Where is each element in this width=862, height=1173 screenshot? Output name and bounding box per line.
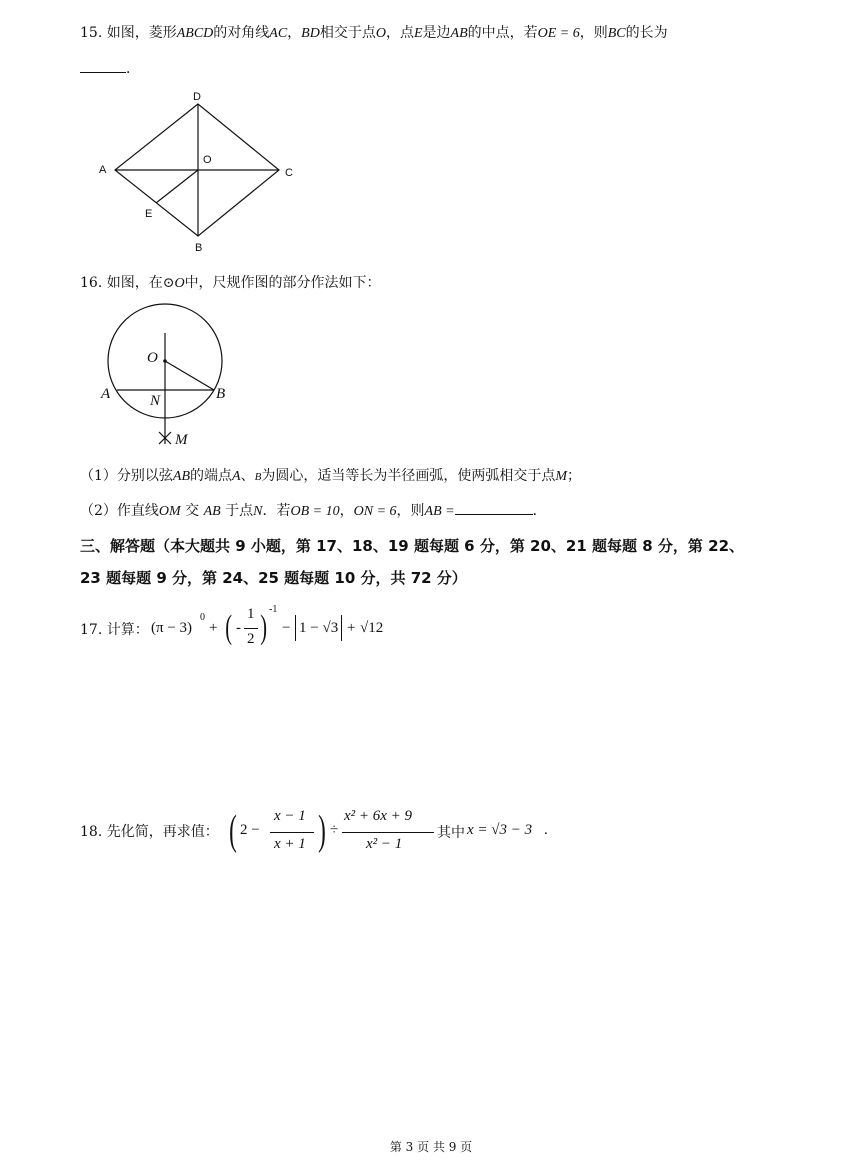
q18-label <box>80 822 219 842</box>
label-a: A <box>99 164 107 176</box>
page-footer: 第 3 页 共 9 页 <box>389 1140 473 1154</box>
q18-where: 其中 <box>437 825 465 841</box>
label-n: N <box>150 393 161 409</box>
q18-paren-left: ( <box>229 808 237 854</box>
q17-plus2: + <box>347 620 356 636</box>
q18-frac1-num: x − 1 <box>274 808 306 824</box>
q17-label-text: 计算： <box>106 622 149 638</box>
q15-bd: BD <box>301 26 320 41</box>
q16-text-1: 如图，在 <box>106 275 163 291</box>
step2-text-a: （2）作直线 <box>80 503 159 519</box>
q15-e: E <box>413 26 423 41</box>
q15-text-4: 相交于点 <box>319 25 376 41</box>
q17-exp-neg1: -1 <box>269 604 278 615</box>
label-o: O <box>147 350 158 366</box>
q18-paren-right: ) <box>318 808 326 854</box>
step2-text-e: ， <box>339 503 354 519</box>
q16-number: 16. <box>80 275 103 291</box>
q18-two-minus: 2 − <box>240 822 260 838</box>
q15-bc: BC <box>607 26 626 41</box>
step2-text-f: ，则 <box>396 503 425 519</box>
step1-ab: AB <box>172 469 191 484</box>
q17-neg: - <box>236 620 241 636</box>
step2-ab-eq: AB = <box>424 504 455 519</box>
q17-abs-right <box>341 615 342 641</box>
q18-number: 18. <box>80 824 103 840</box>
q18-div: ÷ <box>330 822 339 838</box>
radius-ob <box>165 361 214 390</box>
q16-step1 <box>80 466 581 487</box>
step2-om: OM <box>158 504 181 519</box>
label-c: C <box>285 167 293 179</box>
q15-text-3: ， <box>287 25 302 41</box>
step2-end: ． <box>532 503 547 519</box>
label-a: A <box>101 386 111 402</box>
q18-frac2-den: x² − 1 <box>366 836 403 852</box>
q16-circle-o: ⊙O <box>162 276 185 291</box>
q15-text-1: 如图，菱形 <box>106 25 177 41</box>
step1-text-b: 的端点 <box>190 468 233 484</box>
q18-frac1-bar <box>270 832 314 833</box>
q18-value: x = √3 − 3 <box>467 822 533 838</box>
q17-pi-part: (π − 3) <box>151 620 193 636</box>
q15-text-8: ，则 <box>579 25 608 41</box>
q17-den: 2 <box>247 631 255 647</box>
step1-pa: A <box>232 469 241 484</box>
q17-plus1: + <box>209 620 218 636</box>
q15-ac: AC <box>269 26 288 41</box>
step2-ab: AB <box>203 504 221 519</box>
center-dot <box>163 359 167 363</box>
step1-end: ； <box>567 468 581 484</box>
step2-on: ON = 6 <box>353 504 397 519</box>
q15-text-2: 的对角线 <box>213 25 270 41</box>
q15-abcd: ABCD <box>176 26 214 41</box>
q18-label-text: 先化简，再求值： <box>106 824 219 840</box>
label-b: B <box>195 242 203 254</box>
q17-paren-left: ( <box>225 609 233 646</box>
q15-text-9: 的长为 <box>625 25 668 41</box>
label-d: D <box>193 91 201 103</box>
step1-sep: 、 <box>240 468 255 484</box>
q16-answer-blank[interactable] <box>455 500 533 515</box>
q18-frac1-den: x + 1 <box>274 836 306 852</box>
q17-abs-part: 1 − √3 <box>299 620 339 636</box>
q16-step2 <box>80 500 547 522</box>
step2-text-b: 交 <box>185 503 200 519</box>
section3-line2: 23 题每题 9 分，第 24、25 题每题 10 分，共 72 分） <box>80 569 467 587</box>
section3-line1: 三、解答题（本大题共 9 小题，第 17、18、19 题每题 6 分，第 20、21 题每题 8 分，第 22、 <box>80 537 745 555</box>
q15-end: ． <box>126 61 140 77</box>
label-m: M <box>175 432 188 448</box>
q15-oe-eq: OE = 6 <box>537 26 580 41</box>
label-b: B <box>216 386 226 402</box>
q18-frac2-num: x² + 6x + 9 <box>344 808 413 824</box>
step1-pb: B <box>254 471 262 483</box>
q17-paren-right: ) <box>260 609 268 646</box>
q17-exp0: 0 <box>200 612 205 623</box>
q18-frac2-bar <box>342 832 434 833</box>
step2-text-d: ．若 <box>262 503 291 519</box>
q15-text-5: ，点 <box>385 25 414 41</box>
q15-text-6: 是边 <box>422 25 451 41</box>
q18-end: . <box>544 822 548 838</box>
q17-abs-left <box>295 615 296 641</box>
q17-num: 1 <box>247 606 255 622</box>
q15-text-7: 的中点，若 <box>467 25 538 41</box>
q16-text-2: 中，尺规作图的部分作法如下： <box>184 275 381 291</box>
step1-m: M <box>555 469 567 484</box>
step2-n: N <box>253 504 263 519</box>
q17-sqrt12: √12 <box>360 620 384 636</box>
q17-fraction-bar <box>244 628 258 629</box>
step1-text-a: （1）分别以弦 <box>80 468 173 484</box>
label-o: O <box>203 154 212 166</box>
step2-text-c: 于点 <box>225 503 254 519</box>
q17-label <box>80 620 149 640</box>
q15-o: O <box>375 26 386 41</box>
q17-minus: − <box>282 620 291 636</box>
q15-number: 15. <box>80 25 103 41</box>
step2-ob: OB = 10 <box>290 504 340 519</box>
q17-number: 17. <box>80 622 103 638</box>
label-e: E <box>145 208 153 220</box>
q15-ab: AB <box>450 26 468 41</box>
step1-text-c: 为圆心，适当等长为半径画弧，使两弧相交于点 <box>261 468 556 484</box>
